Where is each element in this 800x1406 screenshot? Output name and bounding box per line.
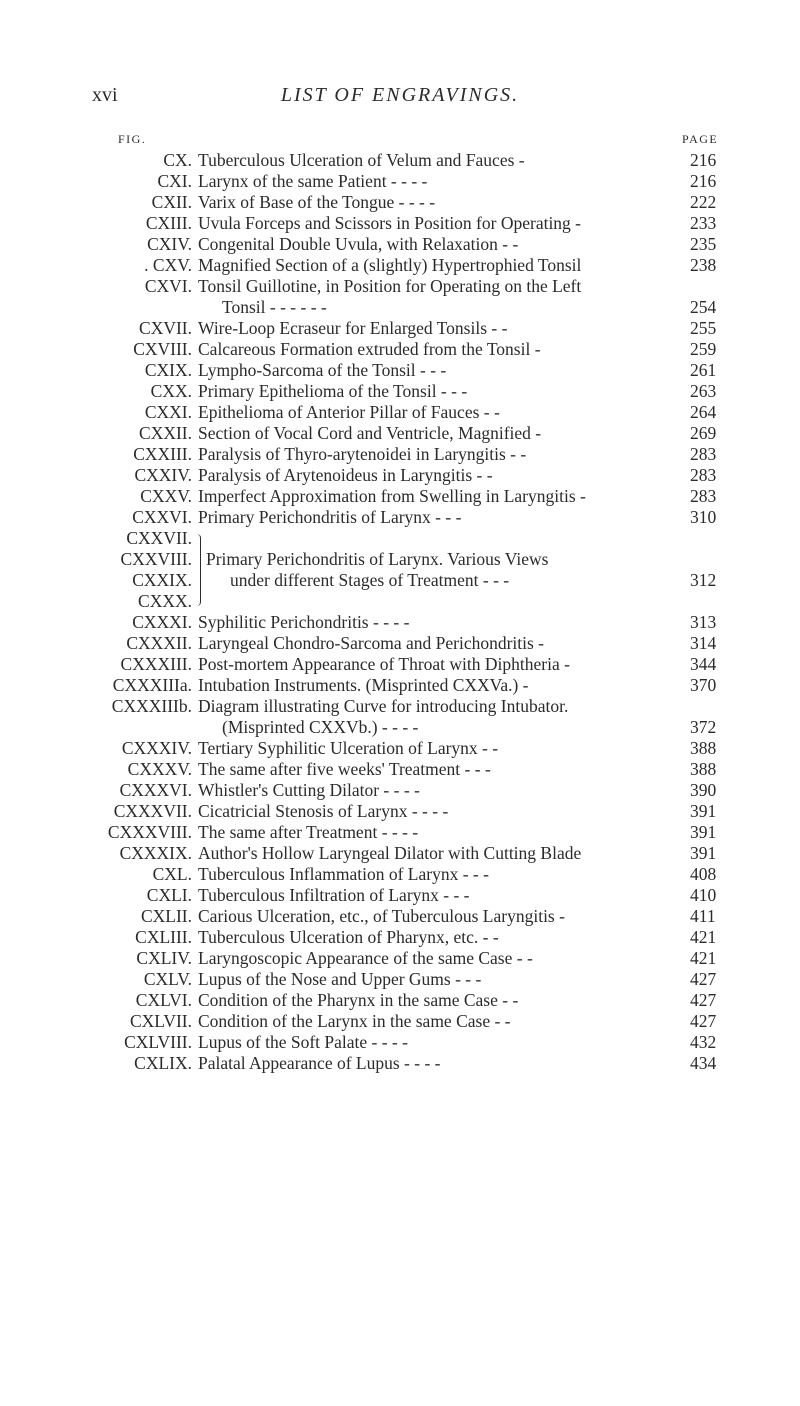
figure-number: CXI. xyxy=(157,171,192,191)
figure-number: CXXI. xyxy=(144,402,192,422)
figure-title xyxy=(198,507,682,528)
figure-title-line: Larynx of the same Patient - - - - xyxy=(198,171,428,191)
figure-title-line: Tuberculous Ulceration of Pharynx, etc. - - xyxy=(198,927,499,947)
page-number: 283 xyxy=(690,486,717,506)
figure-title xyxy=(198,171,682,192)
list-item xyxy=(0,612,800,633)
list-item xyxy=(0,675,800,696)
figure-title-line: Carious Ulceration, etc., of Tuberculous Laryngitis - xyxy=(198,906,565,926)
figure-title-line: Condition of the Pharynx in the same Case - - xyxy=(198,990,519,1010)
page-number: 233 xyxy=(690,213,717,233)
page-number: 391 xyxy=(690,801,717,821)
page-number: 254 xyxy=(690,297,717,317)
figure-title xyxy=(198,339,682,360)
figure-number: CXII. xyxy=(151,192,192,212)
figure-title-continuation: (Misprinted CXXVb.) - - - - xyxy=(222,717,419,737)
page-number: 238 xyxy=(690,255,717,275)
figure-title xyxy=(198,990,682,1011)
figure-title-line: Lympho-Sarcoma of the Tonsil - - - xyxy=(198,360,447,380)
list-item xyxy=(0,213,800,234)
figure-number: CXLV. xyxy=(143,969,192,989)
figure-title xyxy=(198,969,682,990)
figure-number: CXXIX. xyxy=(132,570,192,590)
figure-title xyxy=(198,423,682,444)
figure-title xyxy=(198,927,682,948)
figure-number: CXXX. xyxy=(138,591,192,611)
figure-title xyxy=(198,318,682,339)
page-number: 370 xyxy=(690,675,717,695)
page-number: 432 xyxy=(690,1032,717,1052)
figure-number: . CXV. xyxy=(144,255,192,275)
figure-number: CXIII. xyxy=(145,213,192,233)
figure-title-line: Tuberculous Ulceration of Velum and Fauces - xyxy=(198,150,525,170)
list-item xyxy=(0,738,800,759)
figure-number: CXXV. xyxy=(140,486,192,506)
page-number: 391 xyxy=(690,822,717,842)
figure-title xyxy=(198,612,682,633)
figure-title xyxy=(198,654,682,675)
brace-bracket xyxy=(194,534,201,606)
running-head xyxy=(0,84,800,110)
figure-title-line: Paralysis of Arytenoideus in Laryngitis - - xyxy=(198,465,493,485)
figure-number: CXLIV. xyxy=(136,948,192,968)
figure-title xyxy=(198,696,682,738)
figure-title-line: Epithelioma of Anterior Pillar of Fauces - - xyxy=(198,402,500,422)
page-number: 344 xyxy=(690,654,717,674)
page-number: 255 xyxy=(690,318,717,338)
page-number: 434 xyxy=(690,1053,717,1073)
figure-title-line: Varix of Base of the Tongue - - - - xyxy=(198,192,436,212)
figure-title xyxy=(198,885,682,906)
list-item xyxy=(0,927,800,948)
figure-title-line: Tuberculous Inflammation of Larynx - - - xyxy=(198,864,489,884)
page-number: 411 xyxy=(690,906,716,926)
figure-number: CXXIV. xyxy=(134,465,192,485)
figure-title-line: Magnified Section of a (slightly) Hypertrophied Tonsil xyxy=(198,255,582,275)
figure-title xyxy=(198,360,682,381)
figure-title xyxy=(198,192,682,213)
figure-number: CXLVII. xyxy=(129,1011,192,1031)
list-item xyxy=(0,759,800,780)
figure-title xyxy=(198,759,682,780)
page-number: 283 xyxy=(690,465,717,485)
figure-number: CXXXVII. xyxy=(113,801,192,821)
figure-title xyxy=(198,822,682,843)
list-item xyxy=(0,948,800,969)
page-number: 421 xyxy=(690,927,717,947)
list-item xyxy=(0,318,800,339)
figure-title xyxy=(198,1053,682,1074)
list-item xyxy=(0,465,800,486)
page-number: 314 xyxy=(690,633,717,653)
figure-number: CXX. xyxy=(150,381,192,401)
running-head-title: LIST OF ENGRAVINGS. xyxy=(280,84,520,106)
figure-title xyxy=(198,948,682,969)
figure-title-line: Post-mortem Appearance of Throat with Diphtheria - xyxy=(198,654,570,674)
list-item xyxy=(0,906,800,927)
figure-title-line: Imperfect Approximation from Swelling in Laryngitis - xyxy=(198,486,586,506)
list-item xyxy=(0,1053,800,1074)
list-item xyxy=(0,654,800,675)
figure-number: CXXVI. xyxy=(132,507,192,527)
page-number: 261 xyxy=(690,360,717,380)
page-folio: xvi xyxy=(92,84,118,106)
figure-number: CXLIII. xyxy=(135,927,192,947)
figure-number: CXIV. xyxy=(147,234,192,254)
figure-number: CXXXVI. xyxy=(119,780,192,800)
figure-title-line: Section of Vocal Cord and Ventricle, Magnified - xyxy=(198,423,542,443)
figure-number: CXLVIII. xyxy=(124,1032,192,1052)
figure-number: CXL. xyxy=(152,864,192,884)
figure-title-line: The same after five weeks' Treatment - - - xyxy=(198,759,491,779)
list-item xyxy=(0,486,800,507)
figure-title xyxy=(198,234,682,255)
list-item xyxy=(0,1032,800,1053)
page-number: 427 xyxy=(690,969,717,989)
figure-title-line: Cicatricial Stenosis of Larynx - - - - xyxy=(198,801,449,821)
figure-number: CXVIII. xyxy=(133,339,192,359)
figure-title xyxy=(198,906,682,927)
page-number: 410 xyxy=(690,885,717,905)
figure-number: CXXXIX. xyxy=(119,843,192,863)
figure-title xyxy=(198,633,682,654)
page-number: 259 xyxy=(690,339,717,359)
figure-title-line: Tertiary Syphilitic Ulceration of Larynx - - xyxy=(198,738,499,758)
figure-title xyxy=(198,381,682,402)
figure-title-line: Paralysis of Thyro-arytenoidei in Laryngitis - - xyxy=(198,444,527,464)
page-column-heading: PAGE xyxy=(682,132,719,146)
figure-number: CXIX. xyxy=(144,360,192,380)
page-number: 310 xyxy=(690,507,717,527)
figure-title-line: Intubation Instruments. (Misprinted CXXVa.) - xyxy=(198,675,529,695)
list-item xyxy=(0,423,800,444)
figure-title xyxy=(198,444,682,465)
list-item xyxy=(0,633,800,654)
figure-title xyxy=(198,255,682,276)
page-number: 427 xyxy=(690,990,717,1010)
page-number: 372 xyxy=(690,717,717,737)
figure-title-line: Lupus of the Soft Palate - - - - xyxy=(198,1032,408,1052)
figure-title-line: Syphilitic Perichondritis - - - - xyxy=(198,612,410,632)
list-item xyxy=(0,801,800,822)
list-item xyxy=(0,864,800,885)
figure-title-line: Calcareous Formation extruded from the Tonsil - xyxy=(198,339,541,359)
figure-number: CXXXI. xyxy=(132,612,192,632)
page-number: 391 xyxy=(690,843,717,863)
page-number: 408 xyxy=(690,864,717,884)
figure-number: CXLII. xyxy=(140,906,192,926)
figure-title xyxy=(198,843,682,864)
figure-title-line: Laryngeal Chondro-Sarcoma and Perichondritis - xyxy=(198,633,545,653)
engravings-list xyxy=(0,150,800,1074)
list-item xyxy=(0,171,800,192)
figure-title-line: Primary Perichondritis of Larynx - - - xyxy=(198,507,462,527)
list-item xyxy=(0,360,800,381)
figure-number: CXXXIIIa. xyxy=(112,675,192,695)
figure-title-line: Condition of the Larynx in the same Case - - xyxy=(198,1011,511,1031)
list-item xyxy=(0,969,800,990)
page-number: 312 xyxy=(690,570,717,590)
figure-title-line: Lupus of the Nose and Upper Gums - - - xyxy=(198,969,482,989)
figure-number: CXXXVIII. xyxy=(107,822,192,842)
figure-title-continuation: under different Stages of Treatment - - - xyxy=(230,570,510,590)
figure-number: CXXVII. xyxy=(126,528,192,548)
figure-title-line: Primary Perichondritis of Larynx. Various Views xyxy=(206,549,549,569)
figure-title-line: Laryngoscopic Appearance of the same Case - - xyxy=(198,948,533,968)
figure-title xyxy=(198,1011,682,1032)
list-item xyxy=(0,234,800,255)
figure-number: CXXII. xyxy=(139,423,192,443)
figure-number: CX. xyxy=(163,150,192,170)
figure-number: CXLIX. xyxy=(134,1053,192,1073)
page-number: 421 xyxy=(690,948,717,968)
figure-number: CXXXV. xyxy=(127,759,192,779)
page-number: 263 xyxy=(690,381,717,401)
list-item xyxy=(0,507,800,528)
figure-title xyxy=(198,864,682,885)
figure-number: CXLI. xyxy=(146,885,192,905)
fig-column-heading: FIG. xyxy=(118,132,147,146)
list-item xyxy=(0,402,800,423)
figure-title xyxy=(198,150,682,171)
list-item xyxy=(0,192,800,213)
figure-number: CXVII. xyxy=(139,318,192,338)
list-item xyxy=(0,1011,800,1032)
figure-title-line: Author's Hollow Laryngeal Dilator with Cutting Blade xyxy=(198,843,582,863)
page-number: 216 xyxy=(690,150,717,170)
figure-number: CXXIII. xyxy=(133,444,192,464)
list-item xyxy=(0,822,800,843)
figure-title-line: Whistler's Cutting Dilator - - - - xyxy=(198,780,420,800)
figure-number: CXXVIII. xyxy=(120,549,192,569)
figure-title-line: Tonsil Guillotine, in Position for Operating on the Left xyxy=(198,276,582,296)
page-number: 313 xyxy=(690,612,717,632)
grouped-list-item xyxy=(0,528,800,612)
figure-title xyxy=(198,780,682,801)
figure-title xyxy=(198,675,682,696)
list-item xyxy=(0,843,800,864)
page-number: 388 xyxy=(690,759,717,779)
list-item xyxy=(0,444,800,465)
figure-title-continuation: Tonsil - - - - - - xyxy=(222,297,327,317)
page-number: 427 xyxy=(690,1011,717,1031)
figure-title-line: Congenital Double Uvula, with Relaxation - - xyxy=(198,234,519,254)
figure-title xyxy=(198,1032,682,1053)
page-number: 283 xyxy=(690,444,717,464)
page-number: 388 xyxy=(690,738,717,758)
page-number: 390 xyxy=(690,780,717,800)
figure-title-line: Tuberculous Infiltration of Larynx - - - xyxy=(198,885,470,905)
figure-title xyxy=(198,738,682,759)
figure-title-line: Uvula Forceps and Scissors in Position for Operating - xyxy=(198,213,582,233)
list-item xyxy=(0,990,800,1011)
figure-number: CXLVI. xyxy=(135,990,192,1010)
figure-title-line: Palatal Appearance of Lupus - - - - xyxy=(198,1053,441,1073)
list-item xyxy=(0,339,800,360)
page-number: 216 xyxy=(690,171,717,191)
figure-number: CXXXII. xyxy=(126,633,192,653)
figure-number: CXXXIIIb. xyxy=(111,696,192,716)
figure-title-line: Primary Epithelioma of the Tonsil - - - xyxy=(198,381,468,401)
figure-title xyxy=(198,486,682,507)
page-number: 269 xyxy=(690,423,717,443)
figure-title-line: Diagram illustrating Curve for introducing Intubator. xyxy=(198,696,569,716)
list-item xyxy=(0,885,800,906)
figure-number: CXXXIII. xyxy=(120,654,192,674)
list-item xyxy=(0,696,800,738)
figure-title xyxy=(198,402,682,423)
list-item xyxy=(0,150,800,171)
list-item xyxy=(0,276,800,318)
figure-title xyxy=(206,549,682,591)
page-number: 264 xyxy=(690,402,717,422)
list-item xyxy=(0,780,800,801)
figure-title-line: Wire-Loop Ecraseur for Enlarged Tonsils - - xyxy=(198,318,508,338)
figure-title xyxy=(198,276,682,318)
figure-number: CXVI. xyxy=(144,276,192,296)
figure-number: CXXXIV. xyxy=(121,738,192,758)
page-number: 222 xyxy=(690,192,717,212)
figure-title xyxy=(198,213,682,234)
page-number: 235 xyxy=(690,234,717,254)
figure-title xyxy=(198,465,682,486)
list-item xyxy=(0,381,800,402)
list-item xyxy=(0,255,800,276)
figure-title xyxy=(198,801,682,822)
figure-title-line: The same after Treatment - - - - xyxy=(198,822,419,842)
